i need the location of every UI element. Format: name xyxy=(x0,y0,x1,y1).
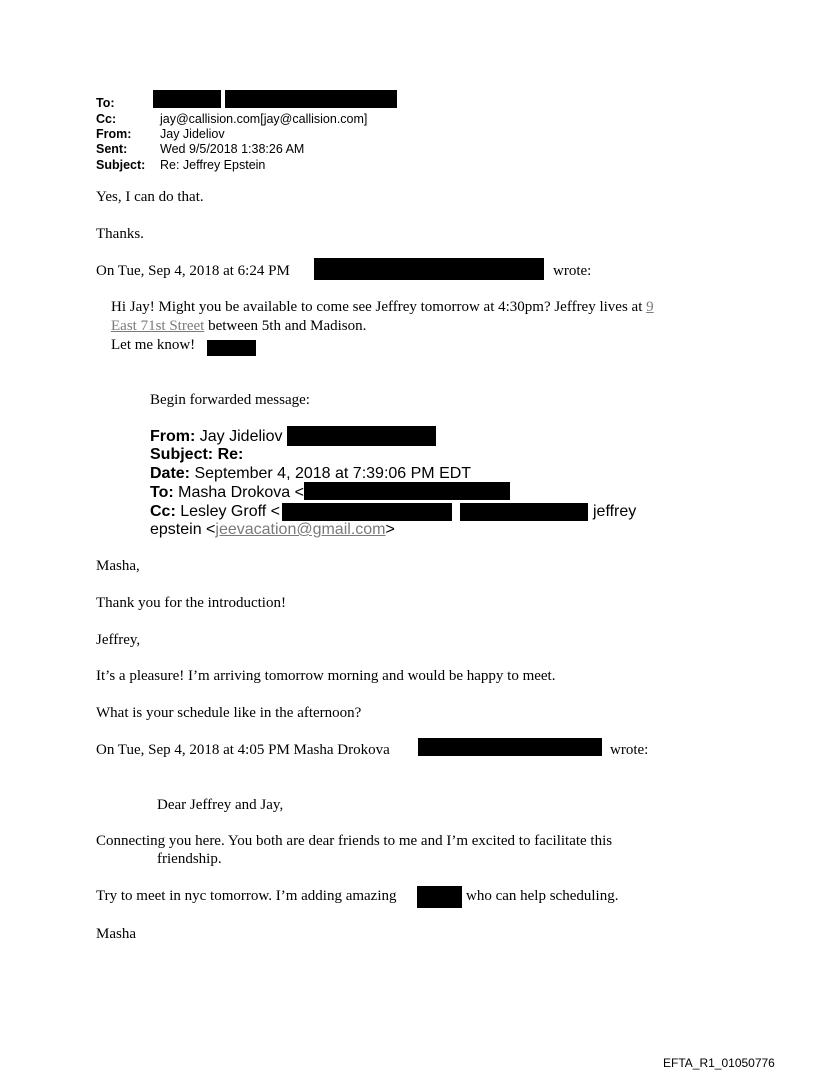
fwd-to-line xyxy=(150,484,304,502)
redaction-assistant xyxy=(417,886,462,908)
redaction-to-1 xyxy=(153,90,221,108)
fwd-date-line xyxy=(150,465,471,483)
forwarded-intro: Begin forwarded message: xyxy=(150,392,310,408)
quote2-intro: On Tue, Sep 4, 2018 at 4:05 PM Masha Drokova xyxy=(96,742,390,758)
redaction-fwd-from xyxy=(287,426,436,446)
cc-value: jay@callision.com[jay@callision.com] xyxy=(160,112,368,126)
sent-label: Sent: xyxy=(96,142,128,156)
address-link-part-1[interactable]: 9 xyxy=(646,299,654,315)
schedule-line: What is your schedule like in the afternoon? xyxy=(96,705,362,721)
fwd-subject-line xyxy=(150,446,243,464)
fwd-cc-value: Lesley Groff < xyxy=(180,503,280,520)
reply-line-2: Thanks. xyxy=(96,226,144,242)
quote1-intro: On Tue, Sep 4, 2018 at 6:24 PM xyxy=(96,263,290,279)
address-link-part-2[interactable]: East 71st Street xyxy=(111,318,205,334)
sent-value: Wed 9/5/2018 1:38:26 AM xyxy=(160,142,305,156)
redaction-sender-1 xyxy=(314,258,544,280)
quote2-wrote: wrote: xyxy=(610,742,649,758)
cc-label: Cc: xyxy=(96,112,117,126)
redaction-fwd-cc-1 xyxy=(282,503,452,521)
fwd-cc-tail: jeffrey xyxy=(593,503,637,520)
greeting-jeffrey: Jeffrey, xyxy=(96,632,141,648)
quote2-connect-2: friendship. xyxy=(157,851,222,867)
quote1-paragraph-2: Let me know! xyxy=(111,337,196,353)
thanks-line: Thank you for the introduction! xyxy=(96,595,286,611)
subject-label: Subject: xyxy=(96,158,146,172)
fwd-from-label: From: xyxy=(150,428,196,445)
fwd-cc-line-2 xyxy=(150,521,395,539)
quote2-connect-1: Connecting you here. You both are dear friends to me and I’m excited to facilitate this xyxy=(96,833,613,849)
greeting-masha: Masha, xyxy=(96,558,140,574)
fwd-subject-value: Re: xyxy=(217,446,244,463)
fwd-cc-label: Cc: xyxy=(150,503,176,520)
quote2-signoff: Masha xyxy=(96,926,136,942)
subject-value: Re: Jeffrey Epstein xyxy=(160,158,266,172)
redaction-fwd-cc-2 xyxy=(460,503,588,521)
document-id: EFTA_R1_01050776 xyxy=(663,1056,775,1070)
quote1-paragraph-1-cont xyxy=(111,318,366,335)
redaction-to-2 xyxy=(225,90,397,108)
quote1-p1-end: between 5th and Madison. xyxy=(204,318,367,334)
quote2-meet-end: who can help scheduling. xyxy=(466,888,619,904)
from-value: Jay Jideliov xyxy=(160,127,225,141)
fwd-date-label: Date: xyxy=(150,465,191,482)
quote1-p1-start: Hi Jay! Might you be available to come see Jeffrey tomorrow at 4:30pm? Jeffrey lives at xyxy=(111,299,647,315)
fwd-cc-email-link[interactable]: jeevacation@gmail.com xyxy=(215,521,386,538)
redaction-signature xyxy=(207,340,256,356)
fwd-to-label: To: xyxy=(150,484,174,501)
quote1-wrote: wrote: xyxy=(553,263,592,279)
from-label: From: xyxy=(96,127,132,141)
fwd-date-value: September 4, 2018 at 7:39:06 PM EDT xyxy=(194,465,472,482)
fwd-to-value: Masha Drokova < xyxy=(178,484,304,501)
pleasure-line: It’s a pleasure! I’m arriving tomorrow morning and would be happy to meet. xyxy=(96,668,556,684)
reply-line-1: Yes, I can do that. xyxy=(96,189,204,205)
fwd-from-value: Jay Jideliov xyxy=(199,428,283,445)
fwd-subject-label: Subject: xyxy=(150,446,214,463)
to-label: To: xyxy=(96,96,115,110)
fwd-cc-line2-start: epstein < xyxy=(150,521,216,538)
quote2-meet-start: Try to meet in nyc tomorrow. I’m adding amazing xyxy=(96,888,397,904)
quote1-paragraph-1 xyxy=(111,299,654,316)
fwd-from-line xyxy=(150,428,282,446)
quote2-greeting: Dear Jeffrey and Jay, xyxy=(157,797,284,813)
redaction-sender-2 xyxy=(418,738,602,756)
redaction-fwd-to xyxy=(304,482,510,500)
fwd-cc-line2-end: > xyxy=(385,521,395,538)
fwd-cc-line xyxy=(150,503,280,521)
